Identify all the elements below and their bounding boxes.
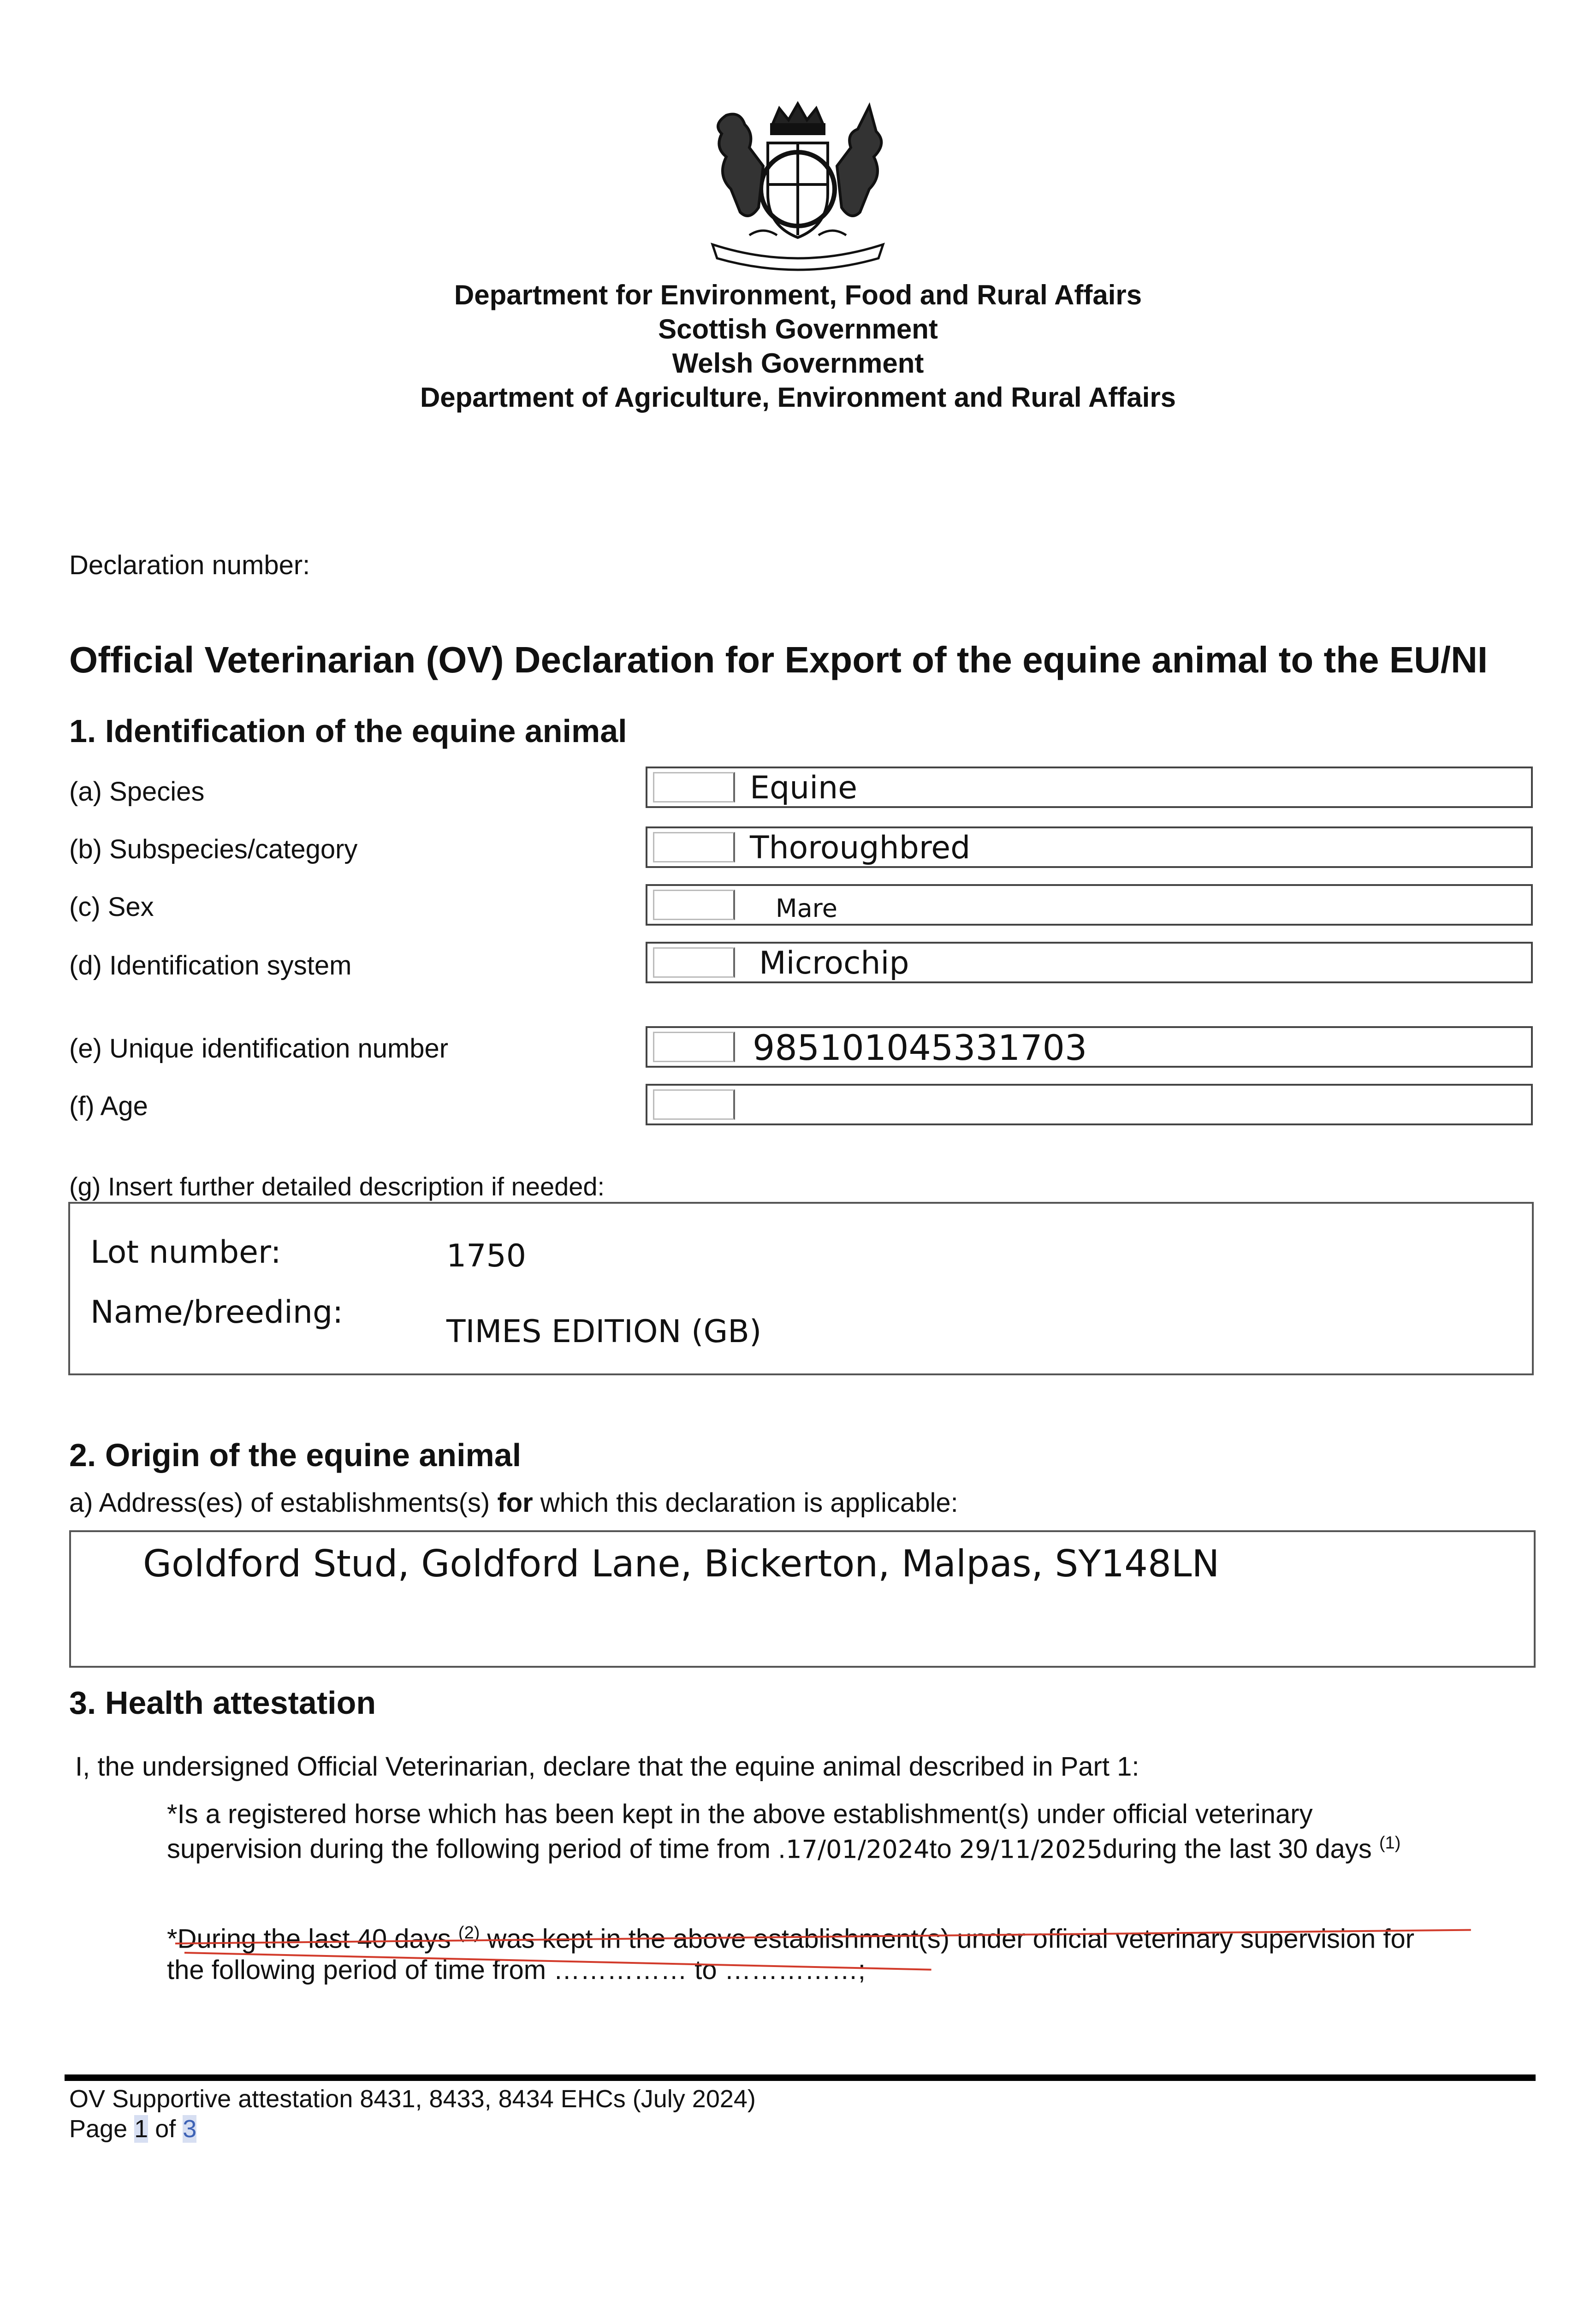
further-description-label: (g) Insert further detailed description if needed: xyxy=(69,1172,605,1201)
identification-system-checkbox[interactable] xyxy=(653,947,735,978)
section-1-heading: 1. Identification of the equine animal xyxy=(69,713,627,749)
date-to-word: to xyxy=(929,1834,952,1864)
identification-system-label: (d) Identification system xyxy=(69,951,352,981)
option-1-line-1: *Is a registered horse which has been kept in the above establishment(s) under official veterinary xyxy=(167,1799,1313,1829)
option-1-line-2-pre: supervision during the following period of time from xyxy=(167,1834,771,1864)
page-of: of xyxy=(155,2115,176,2143)
sex-checkbox[interactable] xyxy=(653,890,735,920)
page-total: 3 xyxy=(183,2115,197,2143)
org-scottish-government: Scottish Government xyxy=(658,314,938,345)
page-current: 1 xyxy=(134,2115,148,2143)
declaration-number-label: Declaration number: xyxy=(69,550,310,580)
org-defra: Department for Environment, Food and Rural Affairs xyxy=(454,279,1142,310)
footer-reference: OV Supportive attestation 8431, 8433, 8434 EHCs (July 2024) xyxy=(69,2085,756,2113)
section-2-heading: 2. Origin of the equine animal xyxy=(69,1437,522,1473)
org-welsh-government: Welsh Government xyxy=(672,348,924,379)
lot-number-value: 1750 xyxy=(446,1238,527,1274)
footer-rule xyxy=(65,2074,1536,2081)
option-2-line-1-pre: *During the last 40 days xyxy=(167,1924,451,1954)
further-description-box[interactable] xyxy=(68,1202,1534,1375)
royal-coat-of-arms-logo xyxy=(694,97,902,272)
species-checkbox[interactable] xyxy=(653,772,735,802)
address-box[interactable] xyxy=(69,1530,1536,1668)
subspecies-value: Thoroughbred xyxy=(750,830,971,866)
species-value: Equine xyxy=(750,770,858,806)
date-to-value: 29/11/2025 xyxy=(959,1835,1103,1864)
option-2-line-2: the following period of time from …………… to ……………; xyxy=(167,1955,866,1985)
page-word: Page xyxy=(69,2115,128,2143)
unique-id-value: 985101045331703 xyxy=(753,1027,1087,1068)
unique-id-field[interactable] xyxy=(646,1026,1533,1068)
option-1-line-2 xyxy=(167,1833,1400,1864)
subspecies-label: (b) Subspecies/category xyxy=(69,834,358,864)
address-label-bold: for xyxy=(497,1488,533,1518)
lot-number-label: Lot number: xyxy=(90,1234,281,1271)
option-2-line-1-post: was kept in the above establishment(s) under official veterinary supervision for xyxy=(480,1924,1415,1954)
identification-system-field[interactable] xyxy=(646,942,1533,983)
species-label: (a) Species xyxy=(69,777,205,807)
name-breeding-label: Name/breeding: xyxy=(90,1294,344,1331)
species-field[interactable] xyxy=(646,767,1533,808)
age-label: (f) Age xyxy=(69,1091,148,1121)
sex-label: (c) Sex xyxy=(69,892,154,922)
sex-value: Mare xyxy=(776,894,837,923)
footnote-1-marker: (1) xyxy=(1379,1833,1401,1853)
section-3-heading: 3. Health attestation xyxy=(69,1685,376,1721)
unique-id-label: (e) Unique identification number xyxy=(69,1034,449,1064)
sex-field[interactable] xyxy=(646,884,1533,926)
address-value: Goldford Stud, Goldford Lane, Bickerton, Malpas, SY148LN xyxy=(143,1542,1220,1585)
org-daera: Department of Agriculture, Environment and Rural Affairs xyxy=(420,382,1176,413)
address-label-pre: a) Address(es) of establishments(s) xyxy=(69,1488,498,1518)
option-1-line-2-post: during the last 30 days xyxy=(1103,1834,1372,1864)
subspecies-field[interactable] xyxy=(646,826,1533,868)
option-2-line-1 xyxy=(167,1923,1414,1954)
subspecies-checkbox[interactable] xyxy=(653,832,735,862)
page-title: Official Veterinarian (OV) Declaration for Export of the equine animal to the EU/NI xyxy=(69,639,1488,680)
age-checkbox[interactable] xyxy=(653,1089,735,1120)
address-label-post: which this declaration is applicable: xyxy=(533,1488,958,1518)
address-label xyxy=(69,1487,958,1518)
footnote-2-marker: (2) xyxy=(458,1923,480,1943)
age-field[interactable] xyxy=(646,1084,1533,1125)
attestation-intro: I, the undersigned Official Veterinarian, declare that the equine animal described in Part 1: xyxy=(75,1752,1139,1782)
date-from-value: .17/01/2024 xyxy=(778,1835,930,1864)
identification-system-value: Microchip xyxy=(759,945,909,981)
unique-id-checkbox[interactable] xyxy=(653,1032,735,1062)
name-breeding-value: TIMES EDITION (GB) xyxy=(446,1313,762,1350)
page-number xyxy=(69,2115,196,2143)
